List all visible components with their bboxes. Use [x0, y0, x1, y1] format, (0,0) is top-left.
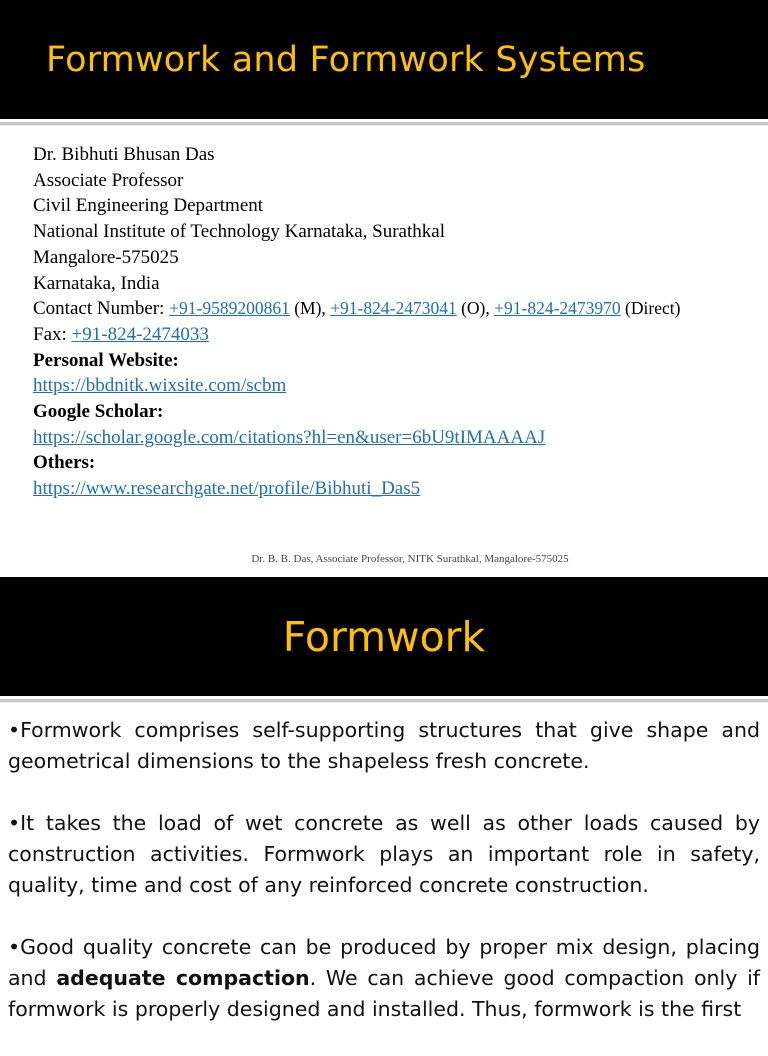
paragraph-text: . We can achieve good compaction only if formwork is properly designed and installed. Thus, formwork is the first	[8, 966, 760, 1021]
author-city: Mangalore-575025	[33, 246, 179, 268]
author-department: Civil Engineering Department	[33, 195, 264, 217]
author-name: Dr. Bibhuti Bhusan Das	[33, 144, 215, 165]
contact-block	[33, 142, 763, 502]
phone-mobile-suffix: (M),	[289, 298, 331, 319]
title-divider	[0, 699, 768, 703]
slide-title-bar	[0, 577, 768, 696]
bullet-paragraph	[8, 932, 760, 1025]
bullet-paragraph: •It takes the load of wet concrete as well as other loads caused by construction activities. Formwork plays an important role in safety, quality, time and cost of any reinforced concrete construction.	[8, 811, 760, 897]
bullet-paragraph: •Formwork comprises self-supporting structures that give shape and geometrical dimensions to the shapeless fresh concrete.	[8, 718, 760, 773]
fax-label: Fax:	[33, 323, 72, 345]
author-institute: National Institute of Technology Karnataka, Surathkal	[33, 221, 445, 243]
phone-office-suffix: (O),	[456, 298, 495, 319]
scholar-label: Google Scholar:	[33, 401, 164, 423]
paragraph-text: •Good quality concrete can be produced by proper mix design, placing and	[8, 935, 760, 990]
author-state: Karnataka, India	[33, 272, 160, 294]
scholar-link[interactable]: https://scholar.google.com/citations?hl=en&user=6bU9tIMAAAAJ	[33, 426, 546, 448]
title-divider	[0, 122, 768, 126]
contact-numbers	[33, 296, 763, 322]
contact-label: Contact Number:	[33, 298, 170, 320]
website-link[interactable]: https://bbdnitk.wixsite.com/scbm	[33, 375, 287, 397]
emphasis-text: adequate compaction	[56, 966, 310, 990]
phone-mobile-link[interactable]: +91-9589200861	[169, 298, 290, 319]
researchgate-link[interactable]: https://www.researchgate.net/profile/Bibhuti_Das5	[33, 478, 421, 500]
slide-footer: Dr. B. B. Das, Associate Professor, NITK Surathkal, Mangalore-575025	[251, 553, 569, 565]
fax-line	[33, 322, 763, 348]
others-label: Others:	[33, 452, 96, 474]
phone-office-link[interactable]: +91-824-2473041	[330, 298, 457, 319]
slide-title-bar	[0, 0, 768, 119]
phone-direct-suffix: (Direct)	[620, 298, 681, 319]
slide-title: Formwork and Formwork Systems	[46, 39, 646, 80]
author-position: Associate Professor	[33, 169, 184, 191]
phone-direct-link[interactable]: +91-824-2473970	[494, 298, 621, 319]
website-label: Personal Website:	[33, 349, 179, 371]
slide-title: Formwork	[282, 612, 486, 661]
fax-link[interactable]: +91-824-2474033	[71, 323, 209, 345]
slide-body	[8, 715, 760, 1056]
